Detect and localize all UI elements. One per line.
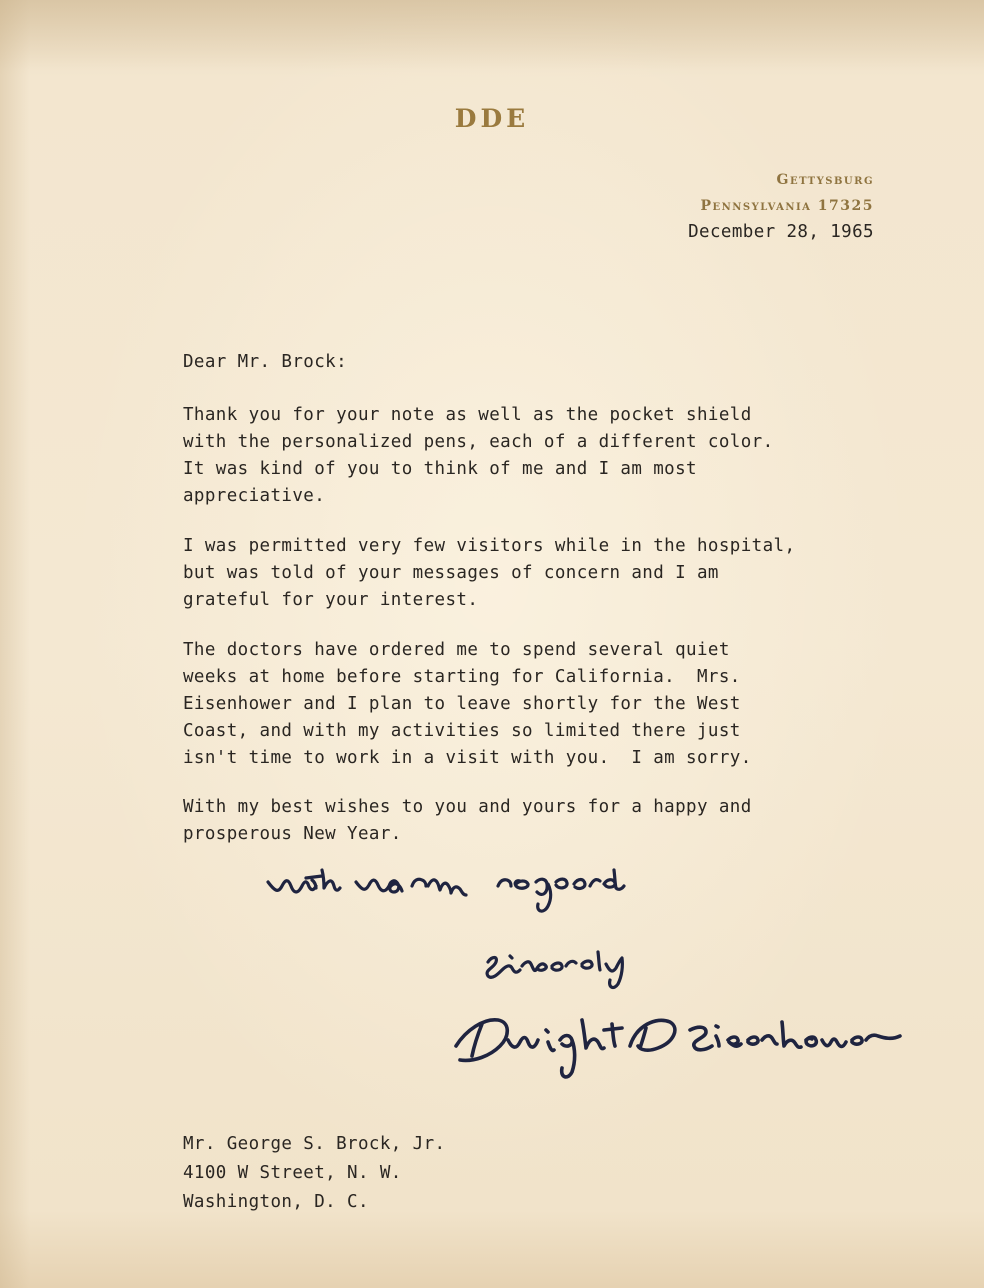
paragraph-line: with the personalized pens, each of a different color. (183, 432, 774, 452)
paragraph-line: With my best wishes to you and yours for a happy and (183, 797, 752, 817)
paragraph-line: Thank you for your note as well as the pocket shield (183, 405, 752, 425)
paragraph-line: weeks at home before starting for California. Mrs. (183, 667, 741, 687)
paragraph-line: The doctors have ordered me to spend several quiet (183, 640, 730, 660)
paragraph-2 (183, 533, 863, 614)
letter-date: December 28, 1965 (688, 222, 874, 242)
complimentary-handwriting (487, 952, 622, 987)
salutation: Dear Mr. Brock: (183, 352, 348, 372)
closing-handwriting (268, 870, 624, 911)
signature-handwriting (456, 1020, 900, 1077)
address-line: Washington, D. C. (183, 1192, 369, 1212)
paragraph-line: Coast, and with my activities so limited there just (183, 721, 741, 741)
paragraph-4 (183, 794, 863, 848)
paragraph-line: appreciative. (183, 486, 326, 506)
paragraph-line: It was kind of you to think of me and I am most (183, 459, 697, 479)
paragraph-line: prosperous New Year. (183, 824, 402, 844)
letterhead-state: Pennsylvania 17325 (700, 198, 874, 214)
letterhead-city: Gettysburg (776, 172, 874, 188)
paragraph-line: Eisenhower and I plan to leave shortly for the West (183, 694, 741, 714)
paragraph-line: I was permitted very few visitors while in the hospital, (183, 536, 796, 556)
letterhead-monogram: DDE (454, 104, 530, 133)
paragraph-line: grateful for your interest. (183, 590, 479, 610)
recipient-address (183, 1130, 445, 1217)
address-line: Mr. George S. Brock, Jr. (183, 1134, 446, 1154)
paragraph-line: but was told of your messages of concern and I am (183, 563, 719, 583)
paragraph-line: isn't time to work in a visit with you. I am sorry. (183, 748, 752, 768)
paragraph-1 (183, 402, 863, 510)
paragraph-3 (183, 637, 863, 772)
address-line: 4100 W Street, N. W. (183, 1163, 402, 1183)
